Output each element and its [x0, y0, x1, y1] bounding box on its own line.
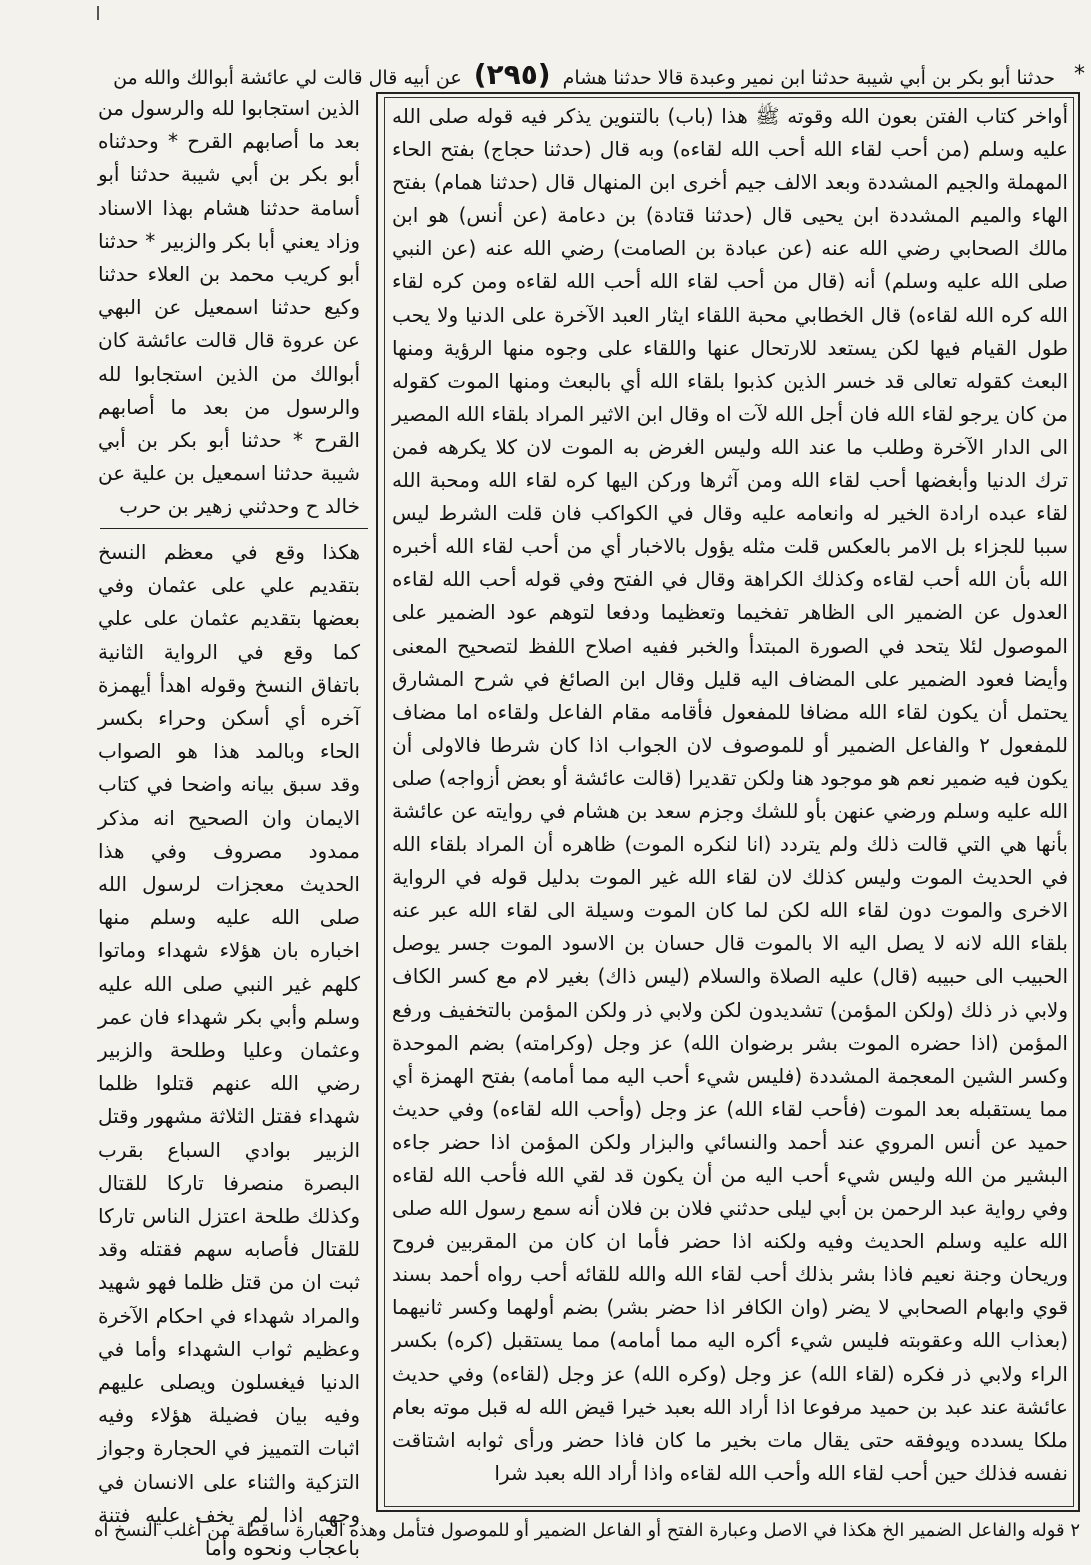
- page-number: (٢٩٥): [473, 58, 551, 91]
- margin-hadith-text: الذين استجابوا لله والرسول من بعد ما أصابهم القرح * وحدثناه أبو بكر بن أبي شيبة حدثنا أبو أسامة حدثنا هشام بهذا الاسناد وزاد يعني أبا بكر والزبير * حدثنا أبو كريب محمد بن العلاء حدثنا وكيع حدثنا اسمعيل عن البهي عن عروة قال قالت عائشة كان أبوالك من الذين استجابوا لله والرسول من بعد ما أصابهم القرح * حدثنا أبو بكر بن أبي شيبة حدثنا اسمعيل بن علية عن خالد ح وحدثني زهير بن حرب: [98, 96, 360, 519]
- binding-mark: [97, 6, 99, 20]
- margin-column: [98, 92, 360, 1561]
- header-text-right: حدثنا أبو بكر بن أبي شيبة حدثنا ابن نمير وعبدة قالا حدثنا هشام: [562, 67, 1055, 89]
- margin-divider: [100, 528, 368, 529]
- header-star-icon: *: [1074, 62, 1085, 87]
- commentary-body: [392, 100, 1068, 1504]
- commentary-paragraph: أواخر كتاب الفتن بعون الله وقوته ﷺ هذا (باب) بالتنوين يذكر فيه قوله صلى الله عليه وسلم (من أحب لقاء الله أحب الله لقاءه) وبه قال (حدثنا حجاج) بفتح الحاء المهملة والجيم المشددة وبعد الالف جيم أخرى ابن المنهال قال (حدثنا همام) بفتح الهاء والميم المشددة ابن يحيى قال (حدثنا قتادة) بن دعامة (عن أنس) هو ابن مالك الصحابي رضي الله عنه (عن عبادة بن الصامت) رضي الله عنه (عن النبي صلى الله عليه وسلم) أنه (قال من أحب لقاء الله أحب الله لقاءه ومن كره لقاء الله كره الله لقاءه) قال الخطابي محبة اللقاء ايثار العبد الآخرة على الدنيا ولا يحب طول القيام فيها لكن يستعد للارتحال عنها واللقاء على وجوه منها الرؤية ومنها البعث كقوله تعالى قد خسر الذين كذبوا بلقاء الله أي بالبعث ومنها الموت كقوله من كان يرجو لقاء الله فان أجل الله لآت اه وقال ابن الاثير المراد بلقاء الله المصير الى الدار الآخرة وطلب ما عند الله وليس الغرض به الموت لان كلا يكرهه فمن ترك الدنيا وأبغضها أحب لقاء الله ومن آثرها وركن اليها كره لقاء الله ومحبة الله لقاء عبده ارادة الخير له وانعامه عليه وقال في الكواكب فان قلت الشرط ليس سببا للجزاء بل الامر بالعكس قلت مثله يؤول بالاخبار أي من أحب لقاء الله أخبره الله بأن الله أحب لقاءه وكذلك الكراهة وقال في الفتح وفي قوله أحب الله لقاءه العدول عن الضمير الى الظاهر تفخيما وتعظيما ودفعا لتوهم عود الضمير على الموصول لئلا يتحد في الصورة المبتدأ والخبر ففيه اصلاح اللفظ لتصحيح المعنى وأيضا فعود الضمير على المضاف اليه قليل وقال ابن الصائغ في شرح المشارق يحتمل أن يكون لقاء الله مضافا للمفعول فأقامه مقام الفاعل ولقاءه اما مضاف للمفعول ٢ والفاعل الضمير أو للموصوف لان الجواب اذا كان شرطا فالاولى أن يكون فيه ضمير نعم هو موجود هنا ولكن تقديرا (قالت عائشة أو بعض أزواجه) صلى الله عليه وسلم ورضي عنهن بأو للشك وجزم سعد بن هشام في روايته عن عائشة بأنها هي التي قالت ذلك ولم يتردد (انا لنكره الموت) ظاهره أن المراد بلقاء الله في الحديث الموت وليس كذلك لان لقاء الله غير الموت بدليل قوله في الرواية الاخرى والموت دون لقاء الله لكن لما كان الموت وسيلة الى لقاء الله عبر عنه بلقاء الله لانه لا يصل اليه الا بالموت قال حسان بن الاسود الموت جسر يوصل الحبيب الى حبيبه (قال) عليه الصلاة والسلام (ليس ذاك) بغير لام مع كسر الكاف ولابي ذر ذلك (ولكن المؤمن) تشديدون لكن ولابي ذر ولكن المؤمن بالتخفيف ورفع المؤمن (اذا حضره الموت بشر برضوان الله) عز وجل (وكرامته) بضم الموحدة وكسر الشين المعجمة المشددة (فليس شيء أحب اليه مما أمامه) بفتح الهمزة أي مما يستقبله بعد الموت (فأحب لقاء الله) عز وجل (وأحب الله لقاءه) وفي حديث حميد عن أنس المروي عند أحمد والنسائي والبزار ولكن المؤمن اذا حضر جاءه البشير من الله وليس شيء أحب اليه من أن يكون قد لقي الله فأحب الله لقاءه وفي رواية عبد الرحمن بن أبي ليلى حدثني فلان بن فلان أنه سمع رسول الله صلى الله عليه وسلم الحديث وفيه ولكنه اذا حضر فأما ان كان من المقربين فروح وريحان وجنة نعيم فاذا بشر بذلك أحب لقاء الله والله للقائه أحب رواه أحمد بسند قوي وابهام الصحابي لا يضر (وان الكافر اذا حضر بشر) بضم أولهما وكسر ثانيهما (بعذاب الله وعقوبته فليس شيء أكره اليه مما أمامه) مما يستقبل (كره) بكسر الراء ولابي ذر فكره (لقاء الله) عز وجل (وكره الله) عز وجل (لقاءه) وفي حديث عائشة عند عبد بن حميد مرفوعا اذا أراد الله بعبد خيرا قيض الله له قبل موته بعام ملكا يسدده ويوفقه حتى يقال مات بخير ما كان فاذا حضر ورأى ثوابه اشتاقت نفسه فذلك حين أحب لقاء الله وأحب الله لقاءه واذا أراد الله بعبد شرا: [392, 104, 1069, 1485]
- margin-commentary-text: هكذا وقع في معظم النسخ بتقديم علي على عثمان وفي بعضها بتقديم عثمان على علي كما وقع في الرواية الثانية باتفاق النسخ وقوله اهدأ أيهمزة آخره أي أسكن وحراء بكسر الحاء وبالمد هذا هو الصواب وقد سبق بيانه واضحا في كتاب الايمان وان الصحيح انه مذكر ممدود مصروف وفي هذا الحديث معجزات لرسول الله صلى الله عليه وسلم منها اخباره بان هؤلاء شهداء وماتوا كلهم غير النبي صلى الله عليه وسلم وأبي بكر شهداء فان عمر وعثمان وعليا وطلحة والزبير رضي الله عنهم قتلوا ظلما شهداء فقتل الثلاثة مشهور وقتل الزبير بوادي السباع بقرب البصرة منصرفا تاركا للقتال وكذلك طلحة اعتزل الناس تاركا للقتال فأصابه سهم فقتله وقد ثبت ان من قتل ظلما فهو شهيد والمراد شهداء في احكام الآخرة وعظيم ثواب الشهداء وأما في الدنيا فيغسلون ويصلى عليهم وفيه بيان فضيلة هؤلاء وفيه اثبات التمييز في الحجارة وجواز التزكية والثناء على الانسان في وجهه اذا لم يخف عليه فتنة باعجاب ونحوه وأما: [98, 540, 360, 1561]
- page-header: [0, 55, 1091, 95]
- footnote: ٢ قوله والفاعل الضمير الخ هكذا في الاصل وعبارة الفتح أو الفاعل الضمير أو للموصول فتأمل وهذه العبارة ساقطة من أغلب النسخ اه: [93, 1520, 1080, 1541]
- header-text-left: عن أبيه قال قالت لي عائشة أبوالك والله من: [113, 67, 462, 89]
